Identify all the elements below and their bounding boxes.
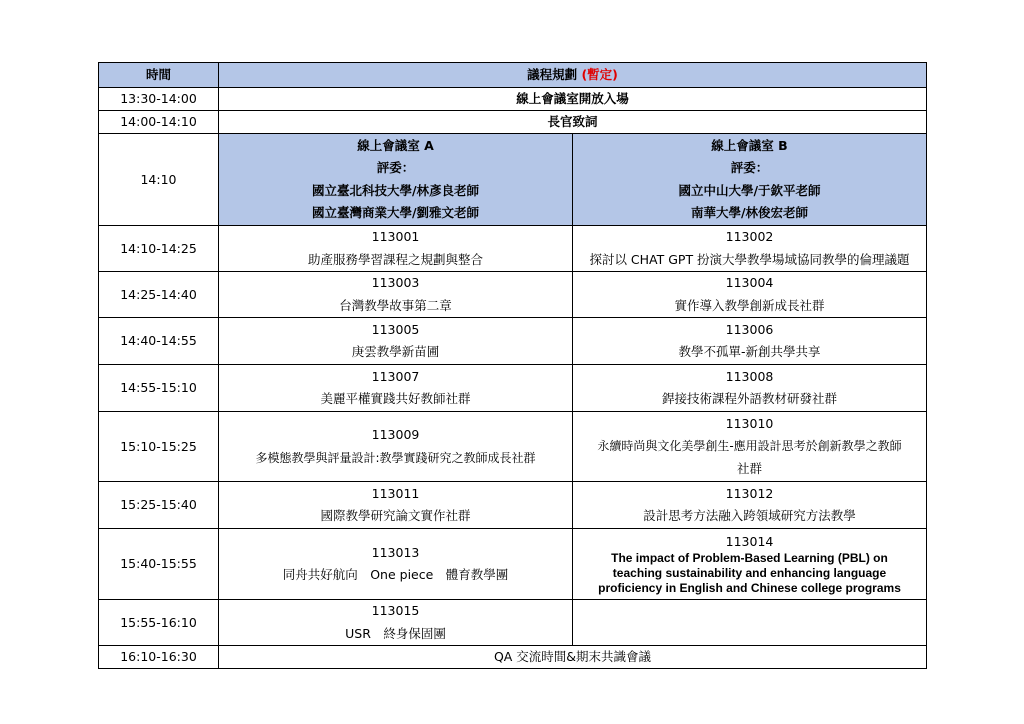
session-row [99,482,927,529]
session-b-cell [573,412,927,482]
session-b-title: 設計思考方法融入跨領域研究方法教學 [643,508,856,523]
session-a-cell [219,318,573,365]
session-b-id: 113014 [725,533,774,549]
opening-time: 13:30-14:00 [99,88,219,111]
session-b-title-line-2: 社群 [736,460,762,476]
session-b-title: 實作導入教學創新成長社群 [674,297,825,313]
header-row [99,63,927,88]
session-time: 14:40-14:55 [99,318,219,365]
room-b-cell [573,134,927,226]
session-time: 15:25-15:40 [99,482,219,529]
room-b-judge-2: 南華大學/林俊宏老師 [690,205,809,220]
rooms-row [99,134,927,226]
session-b-title-line-2: teaching sustainability and enhancing language [612,565,887,580]
agenda-table [98,62,927,669]
room-a-cell [219,134,573,226]
session-a-title: USR 終身保固團 [345,625,446,641]
header-tentative: (暫定) [581,67,618,82]
session-a-title: 多模態教學與評量設計:教學實踐研究之教師成長社群 [255,450,536,465]
session-b-cell [573,226,927,272]
room-b-name: 線上會議室 B [711,137,788,153]
room-a-judges-label: 評委： [376,160,415,175]
session-b-id: 113008 [725,368,774,384]
session-b-title-line-3: proficiency in English and Chinese college programs [598,580,901,595]
session-b-title: 教學不孤單-新創共學共享 [678,344,821,359]
session-row [99,529,927,600]
session-a-cell [219,600,573,646]
session-b-title: 銲接技術課程外語教材研發社群 [661,391,837,406]
session-b-id: 113002 [725,229,774,244]
session-a-title: 台灣教學故事第二章 [339,297,452,313]
room-a-judge-2: 國立臺灣商業大學/劉雅文老師 [311,205,480,220]
header-agenda-label: 議程規劃 [527,67,578,82]
session-row [99,272,927,318]
session-a-id: 113007 [371,368,420,384]
session-time: 15:55-16:10 [99,600,219,646]
welcome-row [99,111,927,134]
session-b-cell [573,529,927,600]
session-a-id: 113003 [371,275,420,290]
opening-row [99,88,927,111]
rooms-time: 14:10 [99,134,219,226]
session-a-id: 113009 [371,427,420,442]
session-time: 15:40-15:55 [99,529,219,600]
session-b-cell [573,272,927,318]
closing-row [99,646,927,669]
session-time: 14:55-15:10 [99,365,219,412]
session-time: 14:10-14:25 [99,226,219,272]
session-b-title: 探討以 CHAT GPT 扮演大學教學場域協同教學的倫理議題 [589,251,910,267]
session-row [99,412,927,482]
room-a-judge-1: 國立臺北科技大學/林彥良老師 [311,182,480,198]
room-a-name: 線上會議室 A [357,137,434,153]
session-a-id: 113005 [371,321,420,337]
closing-time: 16:10-16:30 [99,646,219,669]
session-b-title: 永續時尚與文化美學創生-應用設計思考於創新教學之教師 [597,439,902,454]
session-b-cell [573,318,927,365]
session-b-id: 113004 [725,275,774,290]
session-time: 14:25-14:40 [99,272,219,318]
session-a-cell [219,226,573,272]
header-agenda [219,63,927,88]
session-a-title: 庚雲教學新苗圃 [351,344,440,359]
room-b-judges-label: 評委： [730,160,769,175]
session-b-id: 113006 [725,321,774,337]
session-b-cell [573,365,927,412]
room-b-judge-1: 國立中山大學/于欽平老師 [678,182,821,198]
session-a-cell [219,272,573,318]
session-row [99,365,927,412]
session-a-cell [219,365,573,412]
session-a-id: 113001 [371,229,420,244]
session-a-id: 113013 [371,544,420,560]
session-row [99,600,927,646]
session-a-title: 助產服務學習課程之規劃與整合 [307,251,483,267]
session-time: 15:10-15:25 [99,412,219,482]
session-b-id: 113010 [725,415,774,431]
opening-text: 線上會議室開放入場 [219,88,927,111]
session-b-title: The impact of Problem-Based Learning (PBL) on [611,550,888,565]
header-time: 時間 [99,63,219,88]
session-a-cell [219,529,573,600]
session-a-title: 國際教學研究論文實作社群 [320,508,471,523]
session-b-id: 113012 [725,485,774,501]
welcome-time: 14:00-14:10 [99,111,219,134]
session-row [99,226,927,272]
session-b-cell-empty [573,600,927,646]
session-a-cell [219,412,573,482]
session-a-id: 113011 [371,485,420,501]
closing-text: QA 交流時間&期末共識會議 [219,646,927,669]
session-a-title: 同舟共好航向 One piece 體育教學團 [282,567,509,582]
session-a-title: 美麗平權實踐共好教師社群 [320,391,471,406]
session-row [99,318,927,365]
session-a-id: 113015 [371,603,420,618]
session-a-cell [219,482,573,529]
session-b-cell [573,482,927,529]
welcome-text: 長官致詞 [219,111,927,134]
